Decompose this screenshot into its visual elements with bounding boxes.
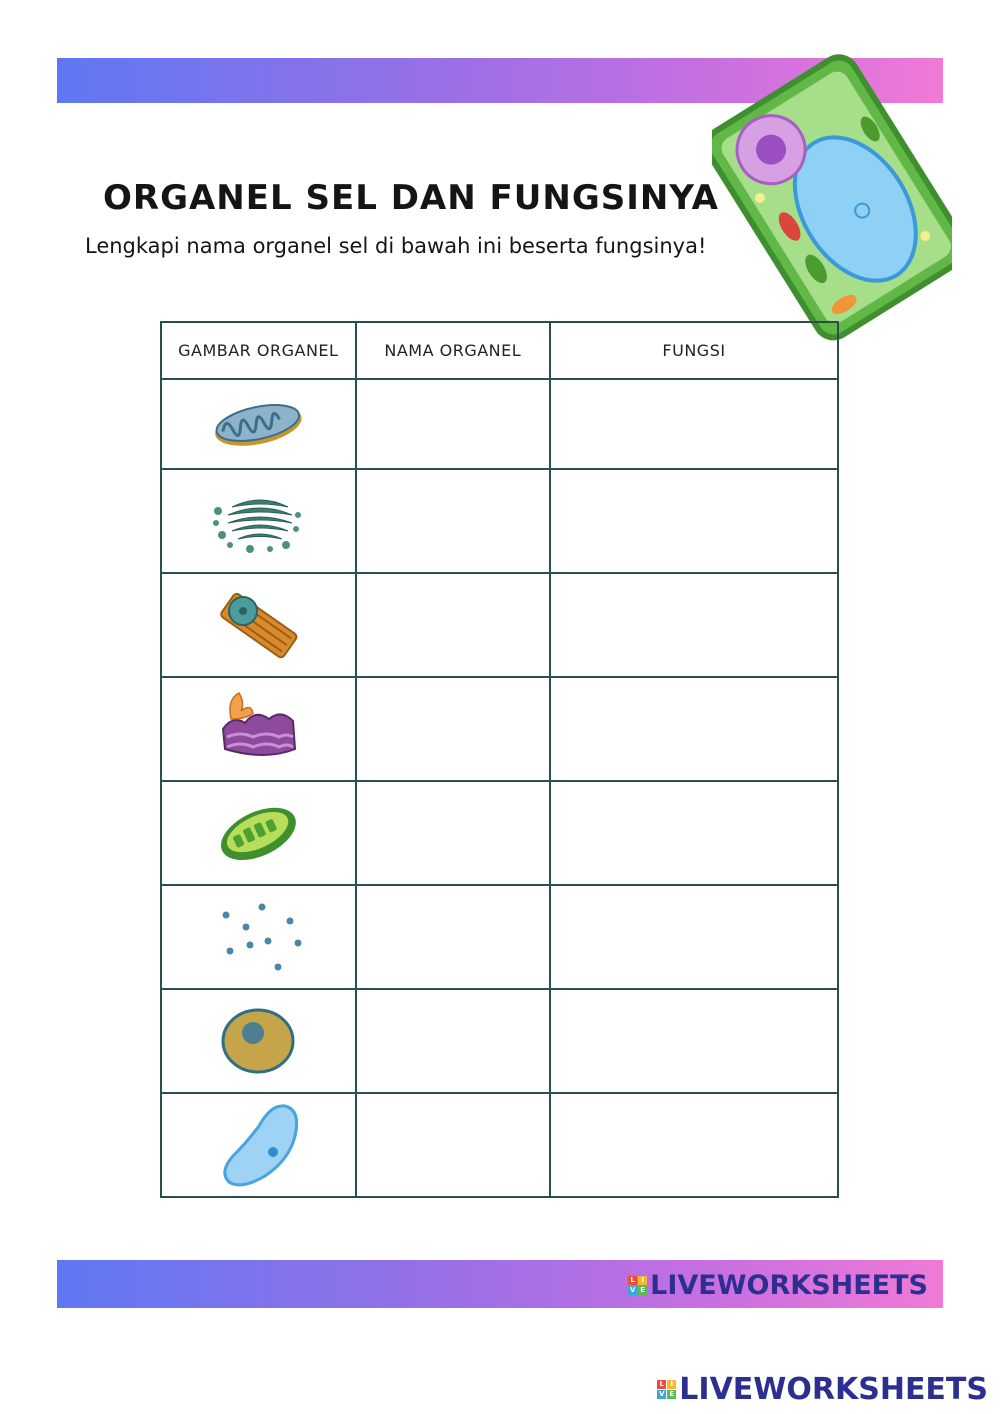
page-instructions: Lengkapi nama organel sel di bawah ini beserta fungsinya! <box>85 234 707 258</box>
brand-logo-icon: L I V E <box>657 1380 676 1399</box>
name-answer-cell[interactable] <box>356 885 550 989</box>
column-header-image: GAMBAR ORGANEL <box>161 322 356 379</box>
table-row <box>161 781 838 885</box>
table-row <box>161 1093 838 1197</box>
mitochondria-icon <box>210 394 306 454</box>
table-row <box>161 677 838 781</box>
function-answer-cell[interactable] <box>550 989 838 1093</box>
name-answer-cell[interactable] <box>356 1093 550 1197</box>
endoplasmic-reticulum-icon <box>213 689 303 769</box>
nucleus-icon <box>218 1006 298 1076</box>
image-cell <box>161 677 356 781</box>
ribosome-icon <box>210 899 306 975</box>
table-row <box>161 573 838 677</box>
table-row <box>161 989 838 1093</box>
golgi-apparatus-icon <box>210 485 306 557</box>
brand-logo-text: LIVEWORKSHEETS <box>679 1372 988 1407</box>
image-cell <box>161 379 356 469</box>
image-cell <box>161 469 356 573</box>
brand-logo-text: LIVEWORKSHEETS <box>650 1270 928 1301</box>
function-answer-cell[interactable] <box>550 379 838 469</box>
function-answer-cell[interactable] <box>550 781 838 885</box>
vacuole-icon <box>215 1100 301 1190</box>
image-cell <box>161 1093 356 1197</box>
image-cell <box>161 781 356 885</box>
brand-logo-watermark[interactable] <box>657 1372 988 1407</box>
page-title: ORGANEL SEL DAN FUNGSINYA <box>103 178 719 218</box>
image-cell <box>161 989 356 1093</box>
function-answer-cell[interactable] <box>550 573 838 677</box>
function-answer-cell[interactable] <box>550 677 838 781</box>
table-row <box>161 469 838 573</box>
table-row <box>161 379 838 469</box>
name-answer-cell[interactable] <box>356 989 550 1093</box>
organelle-table <box>160 321 839 1198</box>
chloroplast-icon <box>213 798 303 868</box>
plant-cell-illustration <box>712 50 952 350</box>
function-answer-cell[interactable] <box>550 885 838 989</box>
table-header-row <box>161 322 838 379</box>
image-cell <box>161 573 356 677</box>
name-answer-cell[interactable] <box>356 573 550 677</box>
brand-logo-icon: L I V E <box>628 1276 647 1295</box>
function-answer-cell[interactable] <box>550 469 838 573</box>
name-answer-cell[interactable] <box>356 379 550 469</box>
centriole-icon <box>213 585 303 665</box>
name-answer-cell[interactable] <box>356 677 550 781</box>
column-header-name: NAMA ORGANEL <box>356 322 550 379</box>
function-answer-cell[interactable] <box>550 1093 838 1197</box>
brand-logo-footer[interactable] <box>628 1270 928 1301</box>
name-answer-cell[interactable] <box>356 781 550 885</box>
column-header-function: FUNGSI <box>550 322 838 379</box>
table-row <box>161 885 838 989</box>
name-answer-cell[interactable] <box>356 469 550 573</box>
image-cell <box>161 885 356 989</box>
